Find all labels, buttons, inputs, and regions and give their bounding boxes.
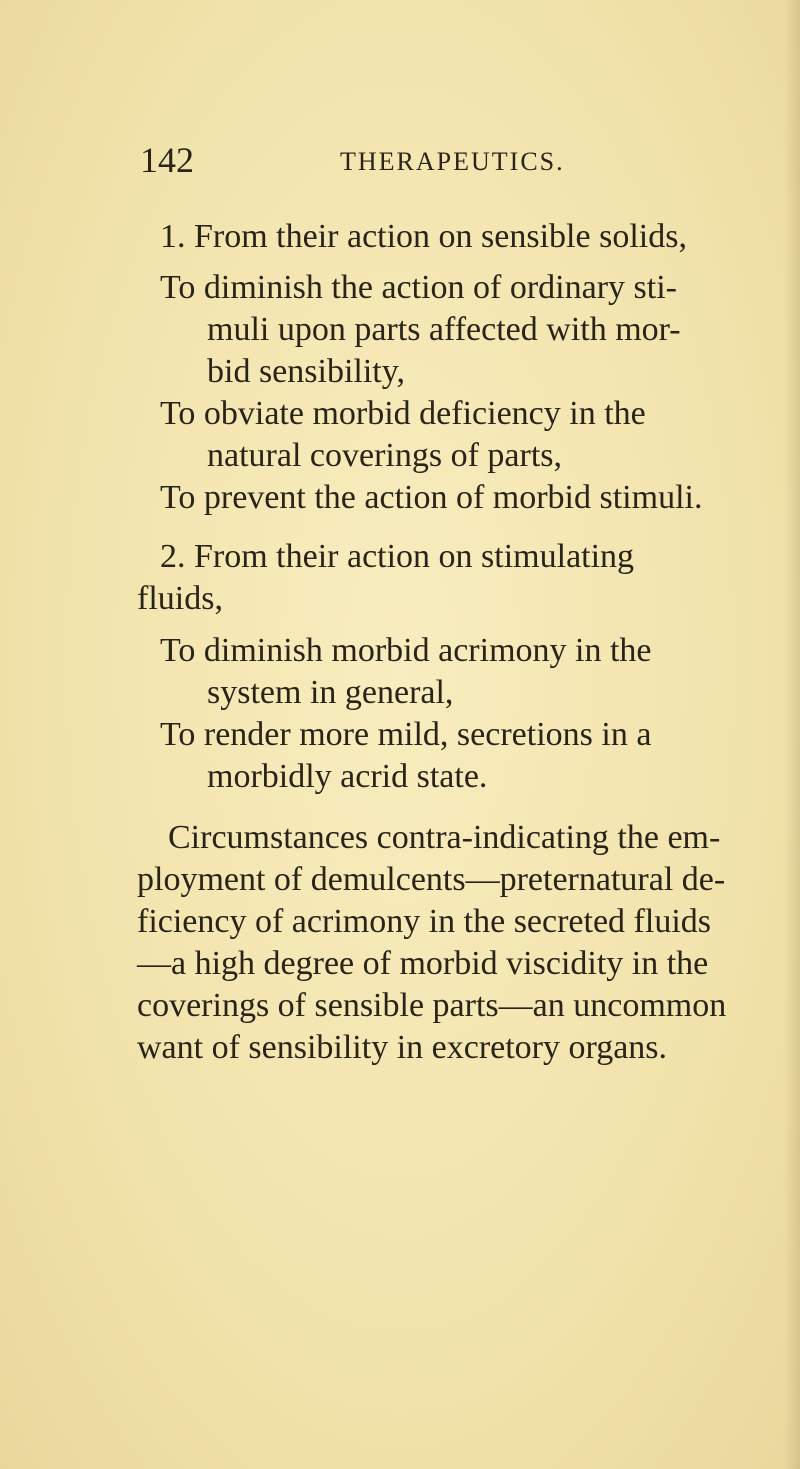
page-header xyxy=(140,140,700,180)
section-2-line: To render more mild, secretions in a xyxy=(160,716,652,753)
paragraph-line: want of sensibility in excretory organs. xyxy=(137,1029,668,1066)
section-2-line: To diminish morbid acrimony in the xyxy=(160,632,652,669)
paragraph-line: —a high degree of morbid viscidity in the xyxy=(137,945,709,982)
section-1-line: muli upon parts affected with mor- xyxy=(207,311,681,348)
section-1-line: To diminish the action of ordinary sti- xyxy=(160,269,677,306)
paragraph-line: coverings of sensible parts—an uncommon xyxy=(137,987,727,1024)
page-edge-shadow xyxy=(784,0,800,1469)
paragraph-line: ployment of demulcents—preternatural de- xyxy=(137,861,726,898)
paragraph-line: Circumstances contra-indicating the em- xyxy=(168,819,721,856)
running-title: THERAPEUTICS. xyxy=(340,147,565,176)
section-1-line: To prevent the action of morbid stimuli. xyxy=(160,479,703,516)
section-2-line: system in general, xyxy=(207,674,454,711)
section-2-heading: 2. From their action on stimulating xyxy=(160,538,635,575)
page-number: 142 xyxy=(140,140,194,180)
section-1-line: To obviate morbid deficiency in the xyxy=(160,395,646,432)
paragraph-line: ficiency of acrimony in the secreted fluids xyxy=(137,903,711,940)
section-1-line: natural coverings of parts, xyxy=(207,437,562,474)
section-2-heading-cont: fluids, xyxy=(137,580,223,617)
section-2-line: morbidly acrid state. xyxy=(207,758,488,795)
section-1-line: bid sensibility, xyxy=(207,353,406,390)
section-1-heading: 1. From their action on sensible solids, xyxy=(160,218,687,255)
